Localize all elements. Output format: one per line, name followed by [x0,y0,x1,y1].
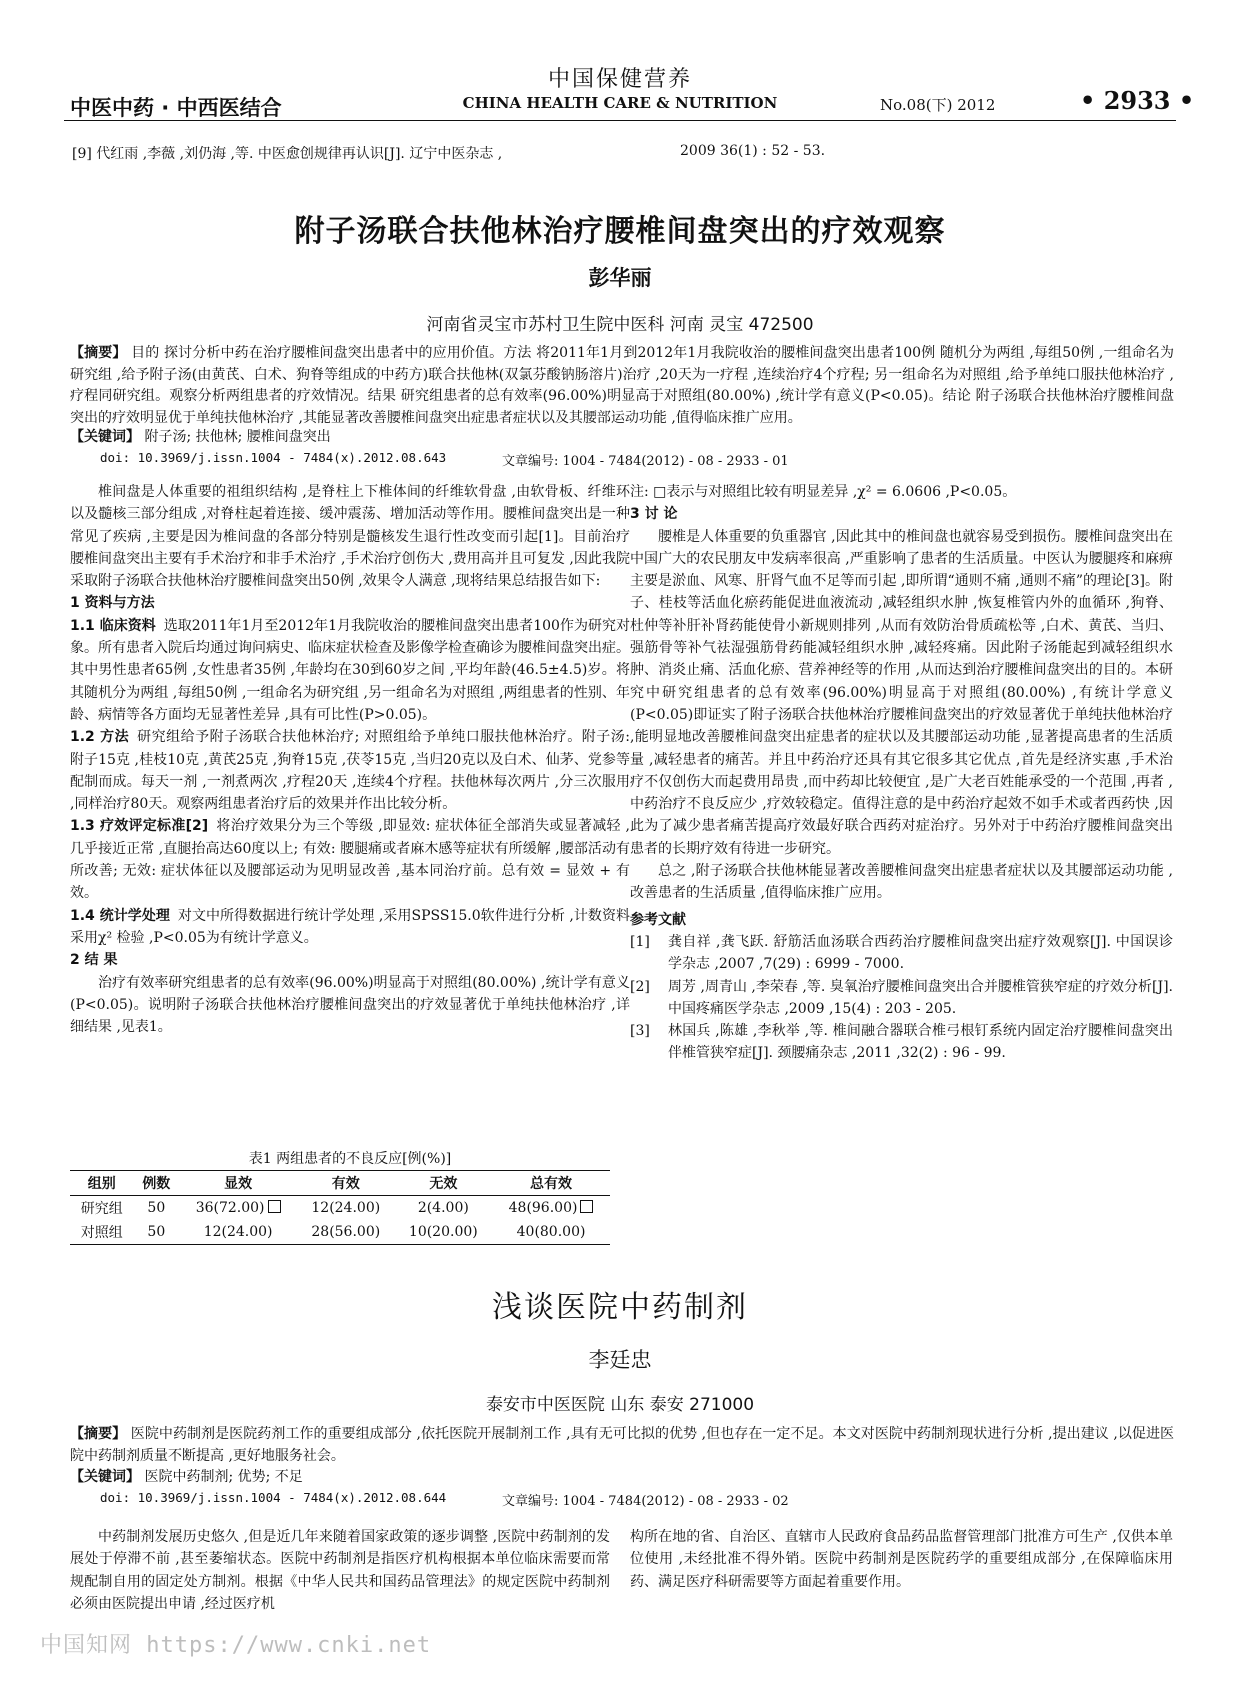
keywords-text: 附子汤; 扶他林; 腰椎间盘突出 [144,429,331,445]
table-header-cell: 有效 [297,1171,395,1196]
reference-text: 周芳 ,周青山 ,李荣春 ,等. 臭氧治疗腰椎间盘突出合并腰椎管狭窄症的疗效分析[J]. 中国疼痛医学杂志 ,2009 ,15(4) : 203 - 205. [668,978,1173,1017]
cnki-watermark: 中国知网 https://www.cnki.net [40,1633,432,1658]
table-cell: 10(20.00) [395,1220,493,1245]
article2-title: 浅谈医院中药制剂 [492,1290,748,1325]
table-cell: 36(72.00) [179,1196,297,1221]
article1-abstract [70,343,1174,429]
article2-abstract [70,1424,1174,1467]
reference-number: [1] [630,933,650,950]
body-paragraph: 中药制剂发展历史悠久 ,但是近几年来随着国家政策的逐步调整 ,医院中药制剂的发展处于停滞不前 ,甚至萎缩状态。医院中药制剂是指医疗机构根据本单位临床需要而常规配制自用的固定处方制剂。根据《中华人民共和国药品管理法》的规定医院中药制剂必须由医院提出申请 ,经过医疗机 [70,1529,610,1612]
body-paragraph: 椎间盘是人体重要的祖组织结构 ,是脊柱上下椎体间的纤维软骨盘 ,由软骨板、纤维环以及髓核三部分组成 ,对脊柱起着连接、缓冲震荡、增加活动等作用。腰椎间盘突出是一种常见了疾病 ,主要是因为椎间盘的各部分特别是髓核发生退行性改变而引起[1]。目前治疗腰椎间盘突出主要有手术治疗和非手术治疗 ,手术治疗创伤大 ,费用高并且可复发 ,因此我院采取附子汤联合扶他林治疗腰椎间盘突出50例 ,效果令人满意 ,现将结果总结报告如下: [70,484,630,590]
reference-item [630,976,1173,1021]
table-caption: 表1 两组患者的不良反应[例(%)] [248,1151,452,1167]
significance-marker [268,1200,281,1213]
table-cell: 48(96.00) [492,1196,610,1221]
subsection-label: 1.3 疗效评定标准[2] [70,818,209,835]
table-row [70,1196,610,1221]
article2-keywords [70,1467,1174,1489]
article2-article-number: 文章编号: 1004 - 7484(2012) - 08 - 2933 - 02 [502,1494,789,1509]
journal-title-en: CHINA HEALTH CARE & NUTRITION [462,94,778,112]
subsection-label: 1.1 临床资料 [70,617,156,634]
subsection-paragraph [70,815,630,904]
abstract-label: 【摘要】 [70,1426,127,1442]
subsection-text: 对文中所得数据进行统计学处理 ,采用SPSS15.0软件进行分析 ,计数资料采用χ² 检验 ,P<0.05为有统计学意义。 [70,907,630,946]
abstract-text: 医院中药制剂是医院药剂工作的重要组成部分 ,依托医院开展制剂工作 ,具有无可比拟的优势 ,但也存在一定不足。本文对医院中药制剂现状进行分析 ,提出建议 ,以促进医院中药制剂质量不断提高 ,更好地服务社会。 [70,1426,1175,1464]
subsection-paragraph [70,905,630,950]
results-table [70,1170,610,1245]
page-number: • 2933 • [1080,86,1195,115]
reference-number: [2] [630,978,650,995]
article1-article-number: 文章编号: 1004 - 7484(2012) - 08 - 2933 - 01 [502,454,789,469]
table-cell: 研究组 [80,1201,123,1217]
subsection-text: 选取2011年1月至2012年1月我院收治的腰椎间盘突出患者100作为研究对象。所有患者入院后均通过询问病史、临床症状检查及影像学检查确诊为腰椎间盘突出症。其中男性患者65例 ,女性患者35例 ,年龄均在30到60岁之间 ,平均年龄(46.5±4.5)岁。将其随机分为两组 ,每组50例 ,一组命名为研究组 ,另一组命名为对照组 ,两组患者的性别、年龄、病情等各方面均无显著性差异 ,具有可比性(P>0.05)。 [70,617,630,723]
section-heading: 3 讨 论 [630,506,678,523]
article2-right-column [630,1526,1173,1593]
table-header-cell: 总有效 [492,1171,610,1196]
issue-number: No.08(下) 2012 [880,96,996,114]
reference-text: 林国兵 ,陈雄 ,李秋举 ,等. 椎间融合器联合椎弓根钉系统内固定治疗腰椎间盘突出伴椎管狭窄症[J]. 颈腰痛杂志 ,2011 ,32(2) : 96 - 99. [668,1023,1173,1062]
table-cell: 50 [133,1220,179,1245]
header-rule [64,120,1176,121]
article2-doi: doi: 10.3969/j.issn.1004 - 7484(x).2012.08.644 [100,1490,447,1505]
subsection-label: 1.2 方法 [70,729,130,746]
table-row [70,1220,610,1245]
subsection-label: 1.4 统计学处理 [70,907,170,924]
table-header-cell: 例数 [133,1171,179,1196]
article1-author: 彭华丽 [588,266,652,290]
table-cell: 对照组 [70,1220,133,1245]
keywords-label: 【关键词】 [70,1469,140,1485]
article2-left-column [70,1526,610,1615]
body-paragraph: 总之 ,附子汤联合扶他林能显著改善腰椎间盘突出症患者症状以及其腰部运动功能 ,改善患者的生活质量 ,值得临床推广应用。 [630,863,1173,902]
table-cell: 28(56.00) [297,1220,395,1245]
abstract-text: 目的 探讨分析中药在治疗腰椎间盘突出患者中的应用价值。方法 将2011年1月到2012年1月我院收治的腰椎间盘突出患者100例 随机分为两组 ,每组50例 ,一组命名为研究组 ,给予附子汤(由黄芪、白术、狗脊等组成的中药方)联合扶他林(双氯芬酸钠肠溶片)治疗 ,20天为一疗程 ,连续治疗4个疗程; 另一组命名为对照组 ,给予单纯口服扶他林治疗 ,疗程同研究组。观察分析两组患者的疗效情况。结果 研究组患者的总有效率(96.00%)明显高于对照组(80.00%) ,统计学有意义(P<0.05)。结论 附子汤联合扶他林治疗腰椎间盘突出的疗效明显优于单纯扶他林治疗 ,其能显著改善腰椎间盘突出症患者症状以及其腰部运动功能 ,值得临床推广应用。 [70,345,1174,426]
article2-author: 李廷忠 [588,1348,652,1372]
table-header-cell: 组别 [70,1171,133,1196]
carryover-reference [72,143,1172,163]
significance-marker [580,1200,593,1213]
section-heading: 2 结 果 [70,952,118,969]
article1-doi: doi: 10.3969/j.issn.1004 - 7484(x).2012.08.643 [100,450,447,465]
table-header-cell: 显效 [179,1171,297,1196]
article1-right-column [630,481,1173,1065]
subsection-paragraph [70,726,630,815]
subsection-paragraph [630,481,1173,503]
body-paragraph: 治疗有效率研究组患者的总有效率(96.00%)明显高于对照组(80.00%) ,统计学有意义(P<0.05)。说明附子汤联合扶他林治疗腰椎间盘突出的疗效显著优于单纯扶他林治疗 ,详细结果 ,见表1。 [70,974,630,1036]
reference-number: [3] [630,1023,650,1040]
journal-title-cn: 中国保健营养 [547,67,692,92]
table-header-row [70,1171,610,1196]
table-cell: 12(24.00) [179,1220,297,1245]
subsection-text: 研究组给予附子汤联合扶他林治疗; 对照组给予单纯口服扶他林治疗。附子汤: 附子15克 ,桂枝10克 ,黄芪25克 ,狗脊15克 ,茯苓15克 ,当归20克以及白术、仙茅、党参等配制而成。每天一剂 ,一剂煮两次 ,疗程20天 ,连续4个疗程。扶他林每次两片 ,分三次服用 ,同样治疗80天。观察两组患者治疗后的效果并作出比较分析。 [70,729,630,813]
article1-affiliation: 河南省灵宝市苏村卫生院中医科 河南 灵宝 472500 [426,315,814,335]
section-heading: 1 资料与方法 [70,595,155,612]
abstract-label: 【摘要】 [70,345,127,361]
carryover-reference-year: 2009 36(1) : 52 - 53. [680,143,826,159]
table-cell: 50 [147,1200,166,1216]
references-heading: 参考文献 [630,911,686,928]
table-header-cell: 无效 [395,1171,493,1196]
carryover-reference-text: [9] 代红雨 ,李薇 ,刘仍海 ,等. 中医愈创规律再认识[J]. 辽宁中医杂志 , [72,146,503,162]
body-paragraph: 腰椎是人体重要的负重器官 ,因此其中的椎间盘也就容易受到损伤。腰椎间盘突出在中国广大的农民朋友中发病率很高 ,严重影响了患者的生活质量。中医认为腰腿疼和麻痹主要是淤血、风寒、肝肾气血不足等而引起 ,即所谓“通则不痛 ,通则不痛”的理论[3]。附子、桂枝等活血化瘀药能促进血液流动 ,减轻组织水肿 ,恢复椎管内外的血循环 ,狗脊、杜仲等补肝补肾药能使骨小新规则排列 ,从而有效防治骨质疏松等 ,白术、黄芪、当归、强筋骨等补气祛湿强筋骨药能减轻组织水肿 ,减轻疼痛。因此附子汤能起到减轻组织水肿、消炎止痛、活血化瘀、营养神经等的作用 ,从而达到治疗腰椎间盘突出的目的。本研究中研究组患者的总有效率(96.00%)明显高于对照组(80.00%) ,有统计学意义(P<0.05)即证实了附子汤联合扶他林治疗腰椎间盘突出的疗效显著优于单纯扶他林治疗 ,能明显地改善腰椎间盘突出症患者的症状以及其腰部运动功能 ,显著提高患者的生活质量 ,减轻患者的痛苦。并且中药治疗还具有其它很多其它优点 ,首先是经济实惠 ,手术治疗不仅创伤大而起费用昂贵 ,而中药却比较便宜 ,是广大老百姓能承受的一个范围 ,再者 ,中药治疗不良反应少 ,疗效较稳定。值得注意的是中药治疗起效不如手术或者西药快 ,因此为了减少患者痛苦提高疗效最好联合西药对症治疗。另外对于中药治疗腰椎间盘突出患者的长期疗效有待进一步研究。 [630,528,1173,857]
keywords-label: 【关键词】 [70,429,140,445]
article1-keywords [70,427,1174,449]
reference-item [630,931,1173,976]
article1-left-column [70,481,630,1038]
article2-affiliation: 泰安市中医医院 山东 泰安 271000 [485,1395,755,1415]
subsection-text: 注: □表示与对照组比较有明显差异 ,χ² = 6.0606 ,P<0.05。 [630,484,1017,500]
article1-title: 附子汤联合扶他林治疗腰椎间盘突出的疗效观察 [294,214,946,249]
subsection-text: 将治疗效果分为三个等级 ,即显效: 症状体征全部消失或显著减轻 ,几乎接近正常 ,直腿抬高达60度以上; 有效: 腰腿痛或者麻木感等症状有所缓解 ,腰部活动有所改善; 无效: 症状体征以及腰部运动为见明显改善 ,基本同治疗前。总有效 = 显效 + 有效。 [70,818,630,902]
table-cell: 2(4.00) [417,1200,469,1216]
keywords-text: 医院中药制剂; 优势; 不足 [144,1469,303,1485]
table-cell: 40(80.00) [492,1220,610,1245]
reference-text: 龚自祥 ,龚飞跃. 舒筋活血汤联合西药治疗腰椎间盘突出症疗效观察[J]. 中国误诊学杂志 ,2007 ,7(29) : 6999 - 7000. [668,933,1173,973]
subsection-paragraph [70,615,630,726]
body-paragraph: 构所在地的省、自治区、直辖市人民政府食品药品监督管理部门批准方可生产 ,仅供本单位使用 ,未经批准不得外销。医院中药制剂是医院药学的重要组成部分 ,在保障临床用药、满足医疗科研需要等方面起着重要作用。 [630,1529,1173,1590]
table-cell: 12(24.00) [311,1200,381,1216]
reference-item [630,1020,1173,1065]
section-label: 中医中药 · 中西医结合 [70,96,282,120]
